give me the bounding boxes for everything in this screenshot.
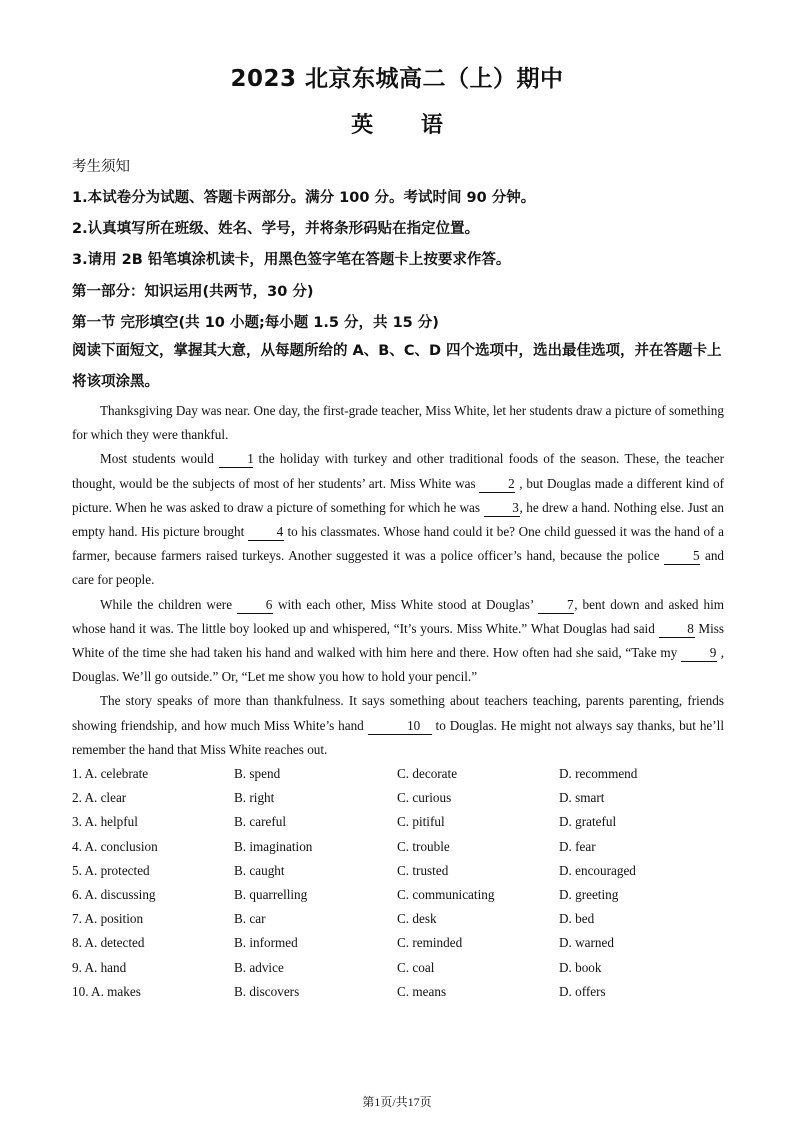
option-b: B. quarrelling xyxy=(234,886,308,902)
paragraph-2: Most students would 1 the holiday with turkey and other traditional foods of the season. These, the teacher thought, would be the subjects of most of her students’ art. Miss White was 2 , but Douglas made a different kind of picture. When he was asked to draw a picture of something for which he was 3, he drew a hand. Nothing else. Just an empty hand. His picture brought 4 to his classmates. Whose hand could it be? One child guessed it was the hand of a farmer, because farmers raised turkeys. Another suggested it was a police officer’s hand, because the police 5 and care for people. xyxy=(72,451,725,588)
paragraph-4: The story speaks of more than thankfulness. It says something about teachers teaching, parents parenting, friends showing friendship, and how much Miss White’s hand 10 to Douglas. He might not always say thanks, but he’ll remember the hand that Miss White reaches out. xyxy=(72,693,724,757)
option-b: B. right xyxy=(234,790,275,806)
option-a: 4. A. conclusion xyxy=(72,838,158,854)
option-b: B. car xyxy=(234,911,266,927)
part-title: 第一部分：知识运用(共两节，30 分) xyxy=(72,284,314,300)
option-c: C. trusted xyxy=(397,862,449,878)
option-row xyxy=(72,931,732,955)
option-row xyxy=(72,835,732,859)
answer-options xyxy=(72,762,732,1004)
option-d: D. grateful xyxy=(559,814,617,830)
option-row xyxy=(72,907,732,931)
option-d: D. book xyxy=(559,959,602,975)
section-title: 第一节 完形填空(共 10 小题;每小题 1.5 分，共 15 分) xyxy=(72,315,439,331)
option-row xyxy=(72,883,732,907)
option-row xyxy=(72,859,732,883)
option-d: D. greeting xyxy=(559,886,619,902)
cloze-passage xyxy=(72,399,724,762)
option-a: 6. A. discussing xyxy=(72,886,156,902)
option-b: B. advice xyxy=(234,959,284,975)
option-row xyxy=(72,786,732,810)
option-row xyxy=(72,956,732,980)
option-c: C. curious xyxy=(397,790,452,806)
blank-6: 6 xyxy=(237,597,273,614)
option-b: B. discovers xyxy=(234,983,300,999)
option-d: D. fear xyxy=(559,838,596,854)
paragraph-3: While the children were 6 with each other, Miss White stood at Douglas’ 7, bent down and asked him whose hand it was. The little boy looked up and whispered, “It’s yours. Miss White.” What Douglas had said 8 Miss White of the time she had taken his hand and walked with him here and there. How often had she said, “Take my 9 , Douglas. We’ll go outside.” Or, “Let me show you how to hold your pencil.” xyxy=(72,596,725,685)
option-row xyxy=(72,810,732,834)
option-c: C. trouble xyxy=(397,838,450,854)
option-a: 10. A. makes xyxy=(72,983,141,999)
option-c: C. pitiful xyxy=(397,814,445,830)
option-d: D. bed xyxy=(559,911,595,927)
notice-item-2: 2.认真填写所在班级、姓名、学号，并将条形码贴在指定位置。 xyxy=(72,221,480,237)
blank-5: 5 xyxy=(664,548,700,565)
option-a: 5. A. protected xyxy=(72,862,150,878)
blank-10: 10 xyxy=(368,718,432,735)
option-d: D. encouraged xyxy=(559,862,636,878)
blank-1: 1 xyxy=(219,451,253,468)
option-c: C. reminded xyxy=(397,935,463,951)
blank-8: 8 xyxy=(659,621,695,638)
notice-heading: 考生须知 xyxy=(72,159,130,175)
option-c: C. desk xyxy=(397,911,437,927)
paragraph-1: Thanksgiving Day was near. One day, the first-grade teacher, Miss White, let her students draw a picture of something for which they were thankful. xyxy=(72,403,724,443)
blank-7: 7 xyxy=(538,597,574,614)
option-a: 7. A. position xyxy=(72,911,144,927)
option-d: D. offers xyxy=(559,983,606,999)
option-d: D. recommend xyxy=(559,766,638,781)
blank-9: 9 xyxy=(681,645,717,662)
option-a: 1. A. celebrate xyxy=(72,766,149,781)
option-b: B. caught xyxy=(234,862,285,878)
blank-4: 4 xyxy=(248,524,284,541)
option-d: D. warned xyxy=(559,935,614,951)
option-a: 2. A. clear xyxy=(72,790,127,806)
blank-2: 2 xyxy=(479,476,515,493)
notice-item-1: 1.本试卷分为试题、答题卡两部分。满分 100 分。考试时间 90 分钟。 xyxy=(72,190,536,206)
option-row xyxy=(72,980,732,1004)
option-b: B. spend xyxy=(234,766,281,781)
option-b: B. careful xyxy=(234,814,286,830)
option-c: C. communicating xyxy=(397,886,495,902)
option-c: C. means xyxy=(397,983,447,999)
blank-3: 3 xyxy=(484,500,520,517)
option-row xyxy=(72,762,732,786)
exam-title: 2023 北京东城高二（上）期中 xyxy=(230,66,564,92)
notice-item-3: 3.请用 2B 铅笔填涂机读卡，用黑色签字笔在答题卡上按要求作答。 xyxy=(72,252,511,268)
option-d: D. smart xyxy=(559,790,605,806)
option-c: C. decorate xyxy=(397,766,458,781)
option-b: B. imagination xyxy=(234,838,313,854)
option-c: C. coal xyxy=(397,959,435,975)
page-number: 第1页/共17页 xyxy=(362,1095,432,1109)
option-b: B. informed xyxy=(234,935,298,951)
section-instruction: 阅读下面短文，掌握其大意，从每题所给的 A、B、C、D 四个选项中，选出最佳选项，并在答题卡上将该项涂黑。 xyxy=(72,343,722,390)
option-a: 3. A. helpful xyxy=(72,814,138,830)
option-a: 8. A. detected xyxy=(72,935,145,951)
option-a: 9. A. hand xyxy=(72,959,127,975)
subject-title: 英 语 xyxy=(351,113,443,138)
